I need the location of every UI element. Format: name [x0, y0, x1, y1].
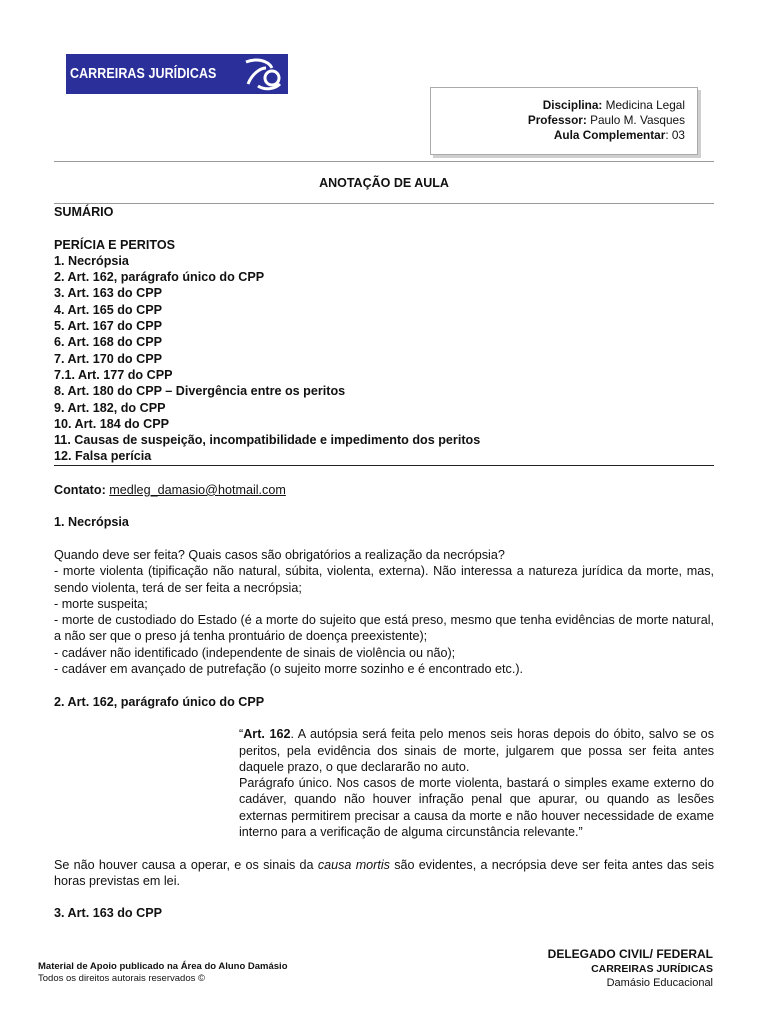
summary-item[interactable]: 4. Art. 165 do CPP — [54, 302, 163, 317]
professor-line: Professor: Paulo M. Vasques — [527, 113, 685, 127]
aula-line: Aula Complementar: 03 — [553, 128, 685, 142]
list-item: - cadáver em avançado de putrefação (o sujeito morre sozinho e é encontrado etc.). — [54, 662, 524, 677]
document-title: ANOTAÇÃO DE AULA — [319, 176, 449, 190]
section-2-text: Se não houver causa a operar, e os sinais da causa mortis são evidentes, a necrópsia deve ser feita antes das seis horas previstas em lei. — [54, 857, 714, 888]
section-3-heading: 3. Art. 163 do CPP — [54, 906, 163, 921]
summary-item[interactable]: 6. Art. 168 do CPP — [54, 335, 163, 350]
summary-heading: SUMÁRIO — [54, 205, 114, 219]
logo-text: CARREIRAS JURÍDICAS — [70, 66, 217, 82]
contact-email-link[interactable]: medleg_damasio@hotmail.com — [109, 482, 286, 497]
section-1-heading: 1. Necrópsia — [54, 515, 129, 530]
footer-copyright: Material de Apoio publicado na Área do Aluno Damásio Todos os direitos autorais reservados © — [38, 961, 288, 984]
summary-item[interactable]: 9. Art. 182, do CPP — [54, 400, 166, 415]
summary-item[interactable]: 7.1. Art. 177 do CPP — [54, 367, 173, 382]
quote-article: Art. 162 — [243, 727, 291, 742]
summary-item[interactable]: 12. Falsa perícia — [54, 449, 152, 464]
contact-label: Contato: — [54, 482, 106, 497]
list-item: - morte de custodiado do Estado (é a morte do sujeito que está preso, mesmo que tenha evidências de morte natural, a não ser que o preso já tenha prontuário de doença preexistente); — [54, 613, 714, 644]
document-body — [54, 204, 714, 922]
summary-divider — [54, 465, 714, 466]
top-divider — [54, 161, 714, 162]
section-heading: PERÍCIA E PERITOS — [54, 237, 176, 252]
logo-banner — [66, 54, 288, 94]
summary-item[interactable]: 2. Art. 162, parágrafo único do CPP — [54, 270, 265, 285]
list-item: - morte suspeita; — [54, 596, 148, 611]
disciplina-line: Disciplina: Medicina Legal — [542, 98, 685, 112]
summary-item[interactable]: 11. Causas de suspeição, incompatibilidade e impedimento dos peritos — [54, 433, 481, 448]
summary-item[interactable]: 1. Necrópsia — [54, 253, 129, 268]
section-2-heading: 2. Art. 162, parágrafo único do CPP — [54, 694, 265, 709]
summary-item[interactable]: 8. Art. 180 do CPP – Divergência entre os peritos — [54, 384, 346, 399]
law-quote: “Art. 162. A autópsia será feita pelo menos seis horas depois do óbito, salvo se os peritos, pela evidência dos sinais de morte, julgarem que possa ser feita antes daquele prazo, o que declararão no auto. Parágrafo único. Nos casos de morte violenta, bastará o simples exame externo do cadáver, quando não houver infração penal que apurar, ou quando as lesões externas permitirem precisar a causa da morte e não houver necessidade de exame interno para a verificação de alguma circunstância relevante.” — [239, 727, 714, 839]
section-1-question: Quando deve ser feita? Quais casos são obrigatórios a realização da necrópsia? — [54, 547, 505, 562]
contact-line — [54, 482, 714, 498]
summary-item[interactable]: 7. Art. 170 do CPP — [54, 351, 163, 366]
quote-paragraph: Parágrafo único. Nos casos de morte violenta, bastará o simples exame externo do cadáver, quando não houver infração penal que apurar, ou quando as lesões externas permitirem precisar a causa da morte e não houver necessidade de exame interno para a verificação de alguma circunstância relevante.” — [239, 776, 714, 839]
list-item: - morte violenta (tipificação não natural, súbita, violenta, externa). Não interessa a natureza jurídica da morte, mas, sendo violenta, terá de ser feita a necrópsia; — [54, 564, 714, 595]
logo-emblem-icon — [208, 54, 288, 94]
course-info-box — [430, 87, 698, 155]
footer-course: DELEGADO CIVIL/ FEDERAL CARREIRAS JURÍDICAS Damásio Educacional — [547, 947, 713, 989]
summary-item[interactable]: 10. Art. 184 do CPP — [54, 416, 170, 431]
summary-item[interactable]: 5. Art. 167 do CPP — [54, 319, 163, 334]
summary-item[interactable]: 3. Art. 163 do CPP — [54, 286, 163, 301]
list-item: - cadáver não identificado (independente de sinais de violência ou não); — [54, 645, 456, 660]
